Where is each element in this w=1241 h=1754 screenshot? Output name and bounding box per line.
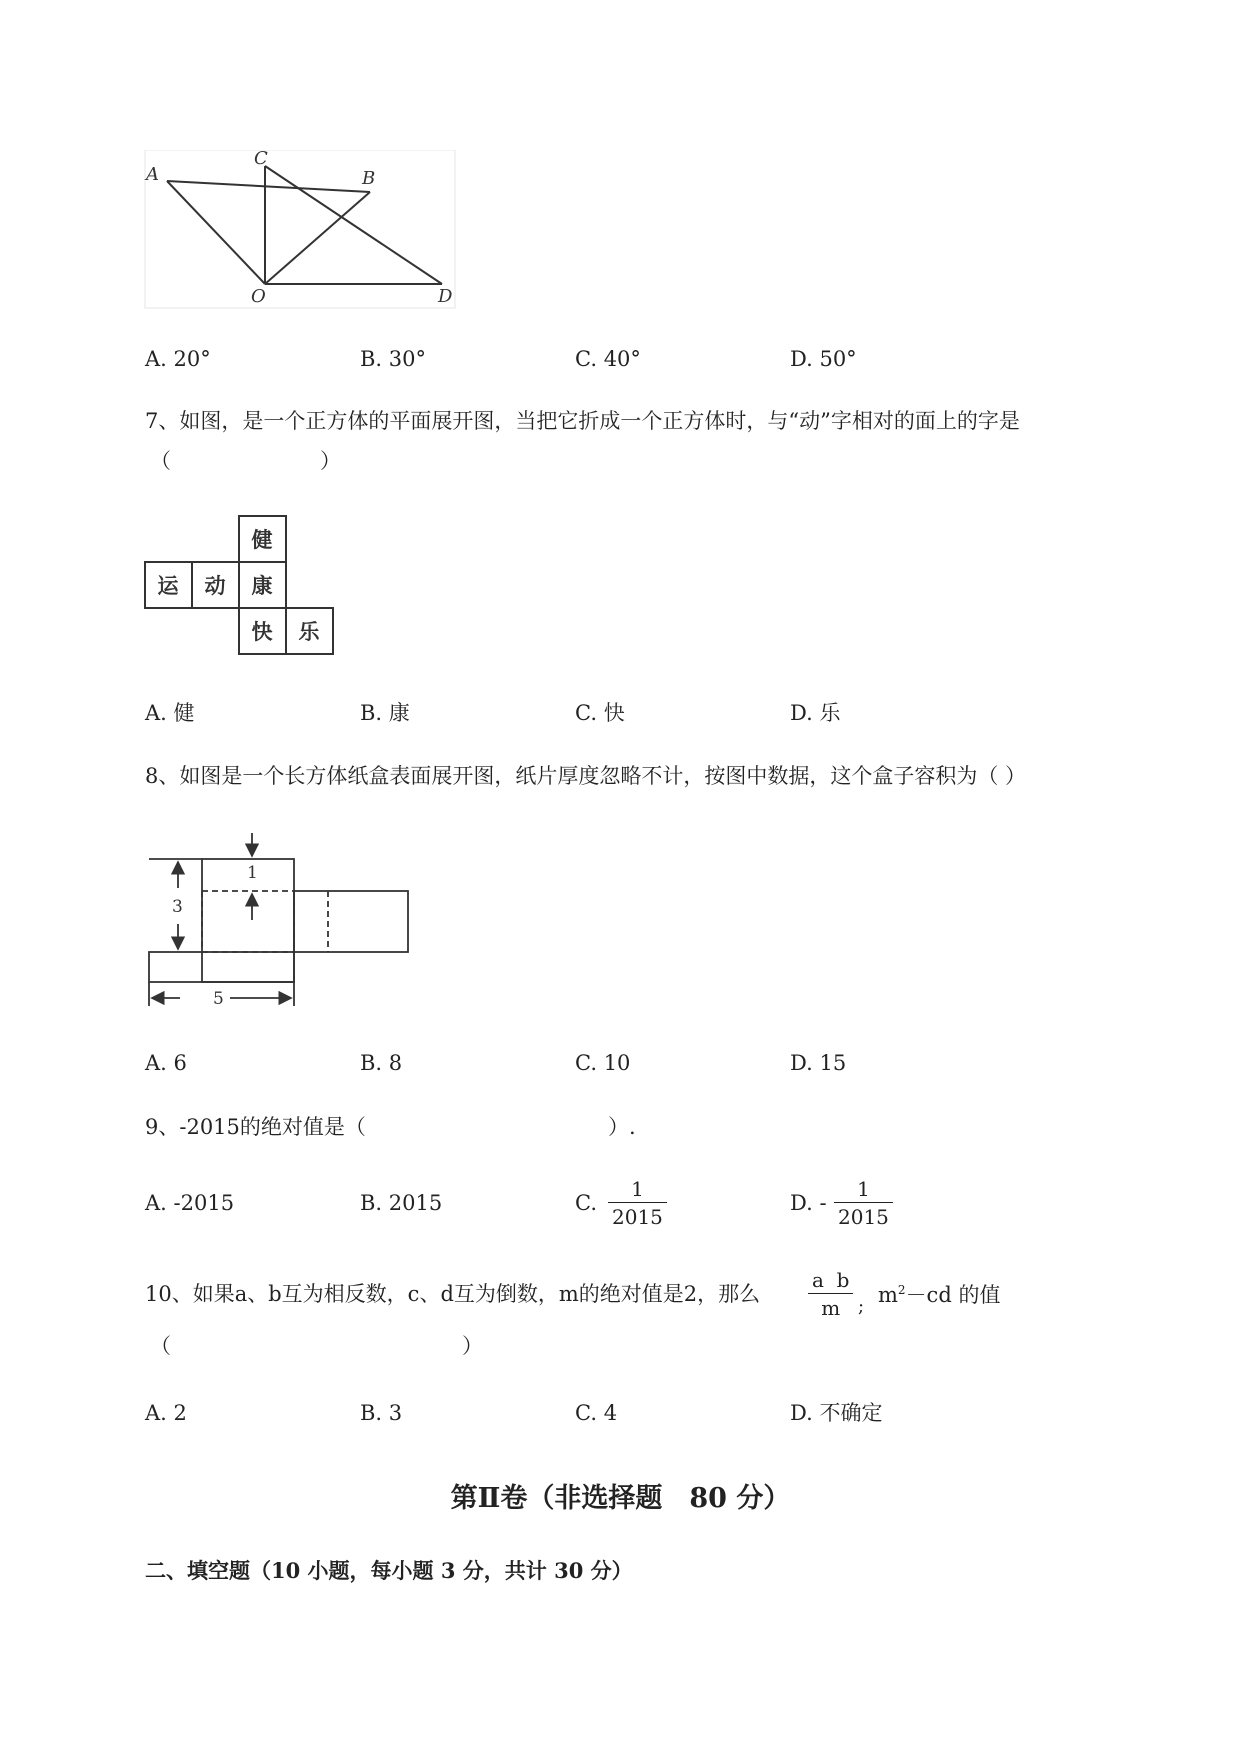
net-text-left1: 运 (157, 574, 179, 598)
net-bottom-panel (149, 952, 294, 982)
q10-frac-mark: ; (858, 1296, 865, 1317)
part2-title: 第Ⅱ卷（非选择题 80 分） (450, 1483, 791, 1514)
option-c[interactable]: C. 快 (575, 701, 625, 725)
option-b[interactable]: B. 8 (360, 1051, 403, 1075)
net-text-bottom-right: 乐 (298, 620, 320, 644)
option-c-fraction: $\frac{1}{2015}$ (608, 1179, 667, 1227)
q6-geometry-figure (140, 150, 460, 310)
label-a: A (146, 164, 159, 185)
option-d[interactable]: D. 不确定 (790, 1401, 883, 1425)
option-a[interactable]: A. 6 (145, 1051, 187, 1075)
option-c[interactable]: C. 40° (575, 347, 641, 371)
q10-stem: 10、如果a、b互为相反数，c、d互为倒数，m的绝对值是2，那么 (145, 1282, 761, 1306)
net-right-panel (294, 891, 408, 952)
net-text-center: 康 (251, 574, 273, 598)
net-text-top: 健 (251, 528, 273, 552)
q10-fraction: $\frac{\text{a b}}{m}$ (808, 1270, 853, 1318)
option-d-fraction: $\frac{1}{2015}$ (834, 1179, 893, 1227)
q10-paren-open: （ (150, 1334, 171, 1358)
option-b[interactable]: B. 康 (360, 701, 410, 725)
option-d[interactable]: D. 15 (790, 1051, 847, 1075)
label-b: B (362, 168, 376, 189)
label-o: O (251, 286, 266, 307)
net-text-bottom: 快 (251, 620, 273, 644)
q9-stem: 9、-2015的绝对值是（ (145, 1115, 366, 1139)
option-b[interactable]: B. 2015 (360, 1191, 443, 1215)
dim-one-label: 1 (247, 863, 258, 883)
q8-box-net (140, 828, 420, 1008)
section-fill-in-blank-heading: 二、填空题（10 小题，每小题 3 分，共计 30 分） (145, 1558, 633, 1583)
label-d: D (438, 286, 453, 307)
q9-stem-end: ）. (608, 1115, 636, 1139)
net-text-left2: 动 (204, 574, 226, 598)
option-c[interactable]: C. 10 (575, 1051, 631, 1075)
q7-stem: 7、如图，是一个正方体的平面展开图，当把它折成一个正方体时，与“动”字相对的面上的字是 (145, 409, 1020, 433)
option-b[interactable]: B. 30° (360, 347, 427, 371)
q10-tail: $m^2-cd$ 的值 (878, 1283, 1001, 1307)
dim-three-label: 3 (172, 897, 183, 917)
option-a[interactable]: A. 2 (145, 1401, 187, 1425)
option-d[interactable]: D. 乐 (790, 701, 841, 725)
q7-cube-net (144, 514, 339, 658)
option-a[interactable]: A. -2015 (145, 1191, 235, 1215)
option-c[interactable]: C. 4 (575, 1401, 618, 1425)
q10-paren-close: ） (462, 1334, 483, 1358)
option-a[interactable]: A. 20° (145, 347, 211, 371)
option-a[interactable]: A. 健 (145, 701, 195, 725)
q7-paren-open: （ (150, 449, 171, 473)
option-b[interactable]: B. 3 (360, 1401, 403, 1425)
option-d[interactable]: D. 50° (790, 347, 857, 371)
option-d[interactable]: D. - (790, 1191, 827, 1215)
dim-five-label: 5 (213, 989, 224, 1008)
label-c: C (254, 150, 268, 169)
q8-stem: 8、如图是一个长方体纸盒表面展开图，纸片厚度忽略不计，按图中数据，这个盒子容积为（ ） (145, 764, 1027, 788)
q7-paren-close: ） (320, 449, 341, 473)
option-c[interactable]: C. (575, 1191, 597, 1215)
